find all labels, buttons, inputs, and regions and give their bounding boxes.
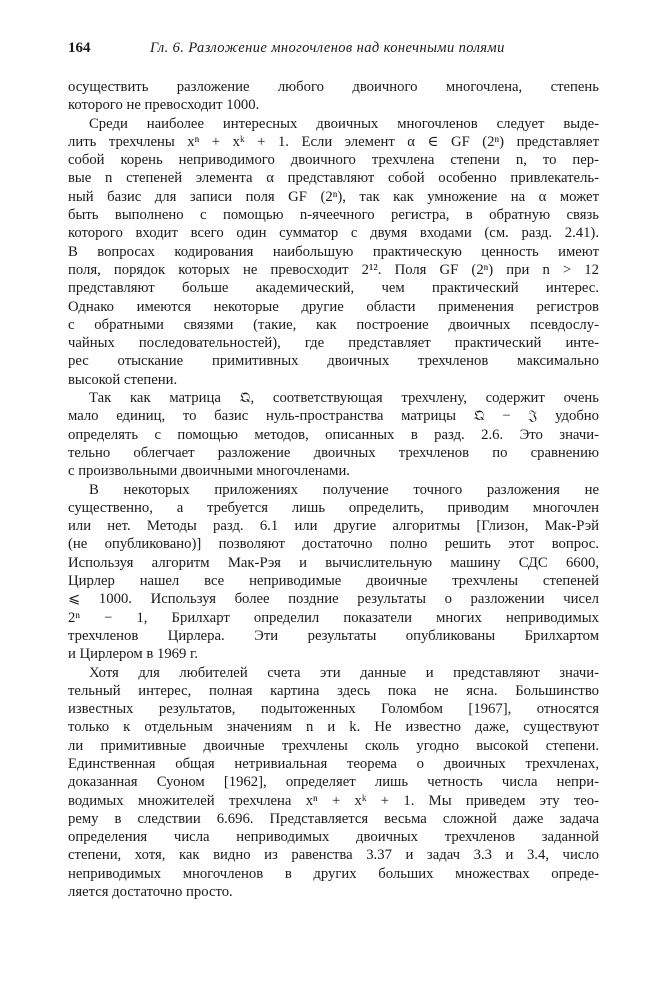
text-line: или нет. Методы разд. 6.1 или другие алгоритмы [Глизон, Мак-Рэй bbox=[68, 518, 599, 535]
text-line: В некоторых приложениях получение точного разложения не bbox=[89, 481, 599, 498]
paragraph-5 bbox=[68, 664, 599, 902]
text-line: В вопросах кодирования наибольшую практическую ценность имеют bbox=[68, 243, 599, 260]
text-line: ⩽ 1000. Используя более поздние результаты о разложении чисел bbox=[68, 591, 599, 608]
text-line: существенно, а требуется лишь определить, приводим многочлен bbox=[68, 499, 599, 516]
text-line: вые n степеней элемента α представляют собой особенно привлекатель- bbox=[68, 170, 599, 187]
text-line: поля, порядок которых не превосходит 2¹². Поля GF (2ⁿ) при n > 12 bbox=[68, 261, 599, 278]
text-line: осуществить разложение любого двоичного многочлена, степень bbox=[68, 79, 599, 95]
text-line: высокой степени. bbox=[68, 371, 178, 388]
page-number: 164 bbox=[68, 40, 91, 56]
text-line: которого не превосходит 1000. bbox=[68, 97, 260, 114]
text-line: мало единиц, то базис нуль-пространства матрицы 𝔔 − 𝔍 удобно bbox=[68, 408, 599, 425]
text-line: (не опубликовано)] позволяют достаточно полно решить этот вопрос. bbox=[68, 536, 599, 553]
text-line: которого входит всего один сумматор с двумя входами (см. разд. 2.41). bbox=[68, 225, 599, 242]
text-line: степени, хотя, как видно из равенства 3.37 и задач 3.3 и 3.4, число bbox=[68, 847, 599, 864]
text-line: собой корень неприводимого двоичного трехчлена степени n, то пер- bbox=[68, 152, 599, 169]
text-line: Используя алгоритм Мак-Рэя и вычислительную машину СДС 6600, bbox=[68, 554, 599, 571]
text-line: ный базис для записи поля GF (2ⁿ), так как умножение на α может bbox=[68, 188, 599, 205]
text-line: Цирлер нашел все неприводимые двоичные трехчлены степеней bbox=[68, 573, 599, 590]
text-line: доказанная Суоном [1962], определяет лишь четность числа непри- bbox=[68, 774, 599, 791]
paragraph-1 bbox=[68, 78, 599, 115]
text-line: лить трехчлены xⁿ + xᵏ + 1. Если элемент α ∈ GF (2ⁿ) представляет bbox=[68, 133, 599, 150]
running-title: Гл. 6. Разложение многочленов над конечными полями bbox=[150, 40, 505, 56]
text-line: Единственная общая нетривиальная теорема о двоичных трехчленах, bbox=[68, 755, 599, 772]
text-line: ли примитивные двоичные трехчлены сколь угодно высокой степени. bbox=[68, 737, 599, 754]
text-line: рес отыскание примитивных двоичных трехчленов максимально bbox=[68, 353, 599, 370]
body-text bbox=[68, 78, 599, 901]
text-line: тельный интерес, полная картина здесь пока не ясна. Большинство bbox=[68, 682, 599, 699]
text-line: водимых множителей трехчлена xⁿ + xᵏ + 1. Мы приведем эту тео- bbox=[68, 792, 599, 809]
text-line: трехчленов Цирлера. Эти результаты опубликованы Брилхартом bbox=[68, 627, 599, 644]
text-line: 2ⁿ − 1, Брилхарт определил показатели многих неприводимых bbox=[68, 609, 599, 626]
page-header bbox=[68, 40, 598, 62]
text-line: рему в следствии 6.696. Представляется весьма сложной даже задача bbox=[68, 810, 599, 827]
text-line: только к отдельным значениям n и k. Не известно даже, существуют bbox=[68, 719, 599, 736]
text-line: быть выполнено с помощью n-ячеечного регистра, в обратную связь bbox=[68, 207, 599, 224]
text-line: с произвольными двоичными многочленами. bbox=[68, 463, 350, 480]
paragraph-2 bbox=[68, 115, 599, 389]
text-line: Среди наиболее интересных двоичных многочленов следует выде- bbox=[89, 115, 599, 132]
text-line: определения числа неприводимых двоичных трехчленов заданной bbox=[68, 829, 599, 846]
text-line: ляется достаточно просто. bbox=[68, 884, 233, 901]
text-line: определять с помощью методов, описанных в разд. 2.6. Это значи- bbox=[68, 426, 599, 443]
text-line: неприводимых многочленов в других больших множествах опреде- bbox=[68, 865, 599, 882]
text-line: с обратными связями (такие, как построение двоичных псевдослу- bbox=[68, 316, 599, 333]
text-line: тельно облегчает разложение двоичных трехчленов по сравнению bbox=[68, 444, 599, 461]
text-line: чайных последовательностей), где представляет практический инте- bbox=[68, 335, 599, 352]
text-line: представляют больше академический, чем практический интерес. bbox=[68, 280, 599, 297]
text-line: Так как матрица 𝔔, соответствующая трехчлену, содержит очень bbox=[89, 390, 599, 407]
paragraph-4 bbox=[68, 481, 599, 664]
text-line: Хотя для любителей счета эти данные и представляют значи- bbox=[89, 664, 599, 681]
paragraph-3 bbox=[68, 389, 599, 480]
text-line: Однако имеются некоторые другие области применения регистров bbox=[68, 298, 599, 315]
text-line: и Цирлером в 1969 г. bbox=[68, 646, 199, 663]
text-line: известных результатов, подытоженных Голомбом [1967], относятся bbox=[68, 701, 599, 718]
